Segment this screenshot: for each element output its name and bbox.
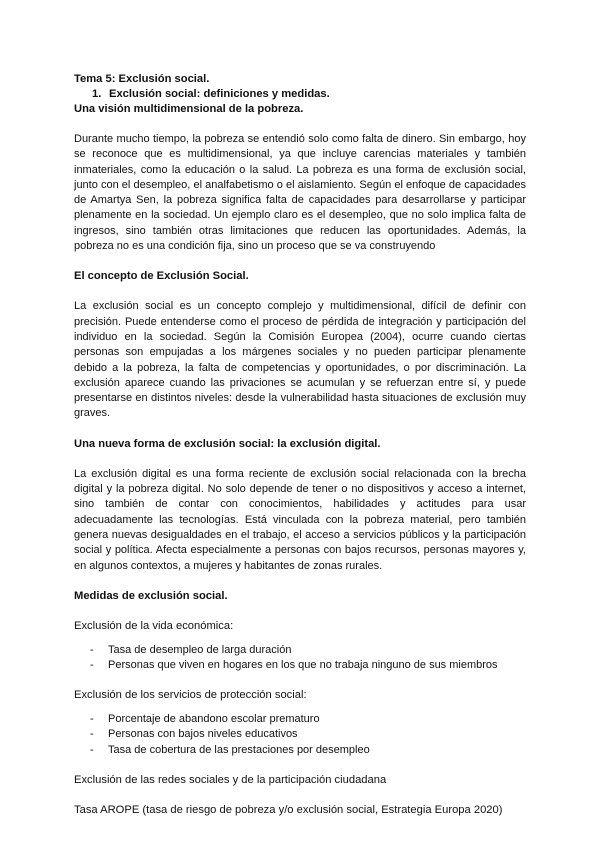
intro-paragraph: Durante mucho tiempo, la pobreza se entendió solo como falta de dinero. Sin embargo, hoy se reconoce que es multidimensional, ya que incluye carencias materiales y también inmateriales, como la educación o la salud. La pobreza es una forma de exclusión social, junto con el desempleo, el analfabetismo o el aislamiento. Según el enfoque de capacidades de Amartya Sen, la pobreza significa falta de capacidades para desarrollarse y participar plenamente en la sociedad. Un ejemplo claro es el desempleo, que no solo implica falta de ingresos, sino también otras limitaciones que reducen las oportunidades. Además, la pobreza no es una condición fija, sino un proceso que se va construyendo: [74, 133, 526, 253]
medidas-section-title: Medidas de exclusión social.: [74, 589, 228, 602]
heading-text: Exclusión social: definiciones y medidas.: [109, 88, 330, 100]
digital-paragraph: La exclusión digital es una forma reciente de exclusión social relacionada con la brecha digital y la pobreza digital. No solo depende de tener o no dispositivos y acceso a internet, sino también de contar con conocimientos, habilidades y actitudes para usar adecuadamente las tecnologías. Está vinculada con la pobreza material, pero también genera nuevas desigualdades en el trabajo, el acceso a servicios públicos y la participación social y política. Afecta especialmente a personas con bajos recursos, personas mayores y, en algunos contextos, a mujeres y habitantes de zonas rurales.: [74, 467, 526, 572]
dash-bullet: -: [90, 728, 94, 741]
digital-section-title: Una nueva forma de exclusión social: la exclusión digital.: [74, 437, 381, 450]
dash-bullet: -: [90, 659, 94, 672]
group-protection-list: [74, 712, 526, 758]
concept-section-title: El concepto de Exclusión Social.: [74, 270, 249, 283]
list-item: - Tasa de desempleo de larga duración: [74, 643, 526, 658]
dash-bullet: -: [90, 643, 94, 656]
group-economic-list: [74, 643, 526, 673]
subtitle-heading: Una visión multidimensional de la pobreza.: [74, 103, 304, 115]
group-protection-title: Exclusión de los servicios de protección social:: [74, 689, 307, 702]
dash-bullet: -: [90, 713, 94, 726]
list-item: - Personas con bajos niveles educativos: [74, 727, 526, 742]
tema-heading: Tema 5: Exclusión social.: [74, 73, 210, 85]
dash-bullet: -: [90, 743, 94, 756]
list-item: - Porcentaje de abandono escolar prematuro: [74, 712, 526, 727]
list-item: - Tasa de cobertura de las prestaciones por desempleo: [74, 743, 526, 758]
arope-line: Tasa AROPE (tasa de riesgo de pobreza y/o exclusión social, Estrategia Europa 2020): [74, 803, 503, 816]
numbered-heading: [74, 87, 526, 102]
group-networks-title: Exclusión de las redes sociales y de la participación ciudadana: [74, 773, 387, 786]
heading-number: 1.: [92, 88, 102, 100]
group-economic-title: Exclusión de la vida económica:: [74, 619, 234, 632]
concept-paragraph: La exclusión social es un concepto complejo y multidimensional, difícil de definir con precisión. Puede entenderse como el proceso de pérdida de integración y participación del individuo en la sociedad. Según la Comisión Europea (2004), ocurre cuando ciertas personas son empujadas a los márgenes sociales y no pueden participar plenamente debido a la pobreza, la falta de competencias y oportunidades, o por discriminación. La exclusión aparece cuando las privaciones se acumulan y se refuerzan entre sí, y puede presentarse en distintos niveles: desde la vulnerabilidad hasta situaciones de exclusión muy graves.: [74, 300, 526, 420]
list-item: - Personas que viven en hogares en los que no trabaja ninguno de sus miembros: [74, 658, 526, 673]
document-page: [74, 72, 526, 818]
